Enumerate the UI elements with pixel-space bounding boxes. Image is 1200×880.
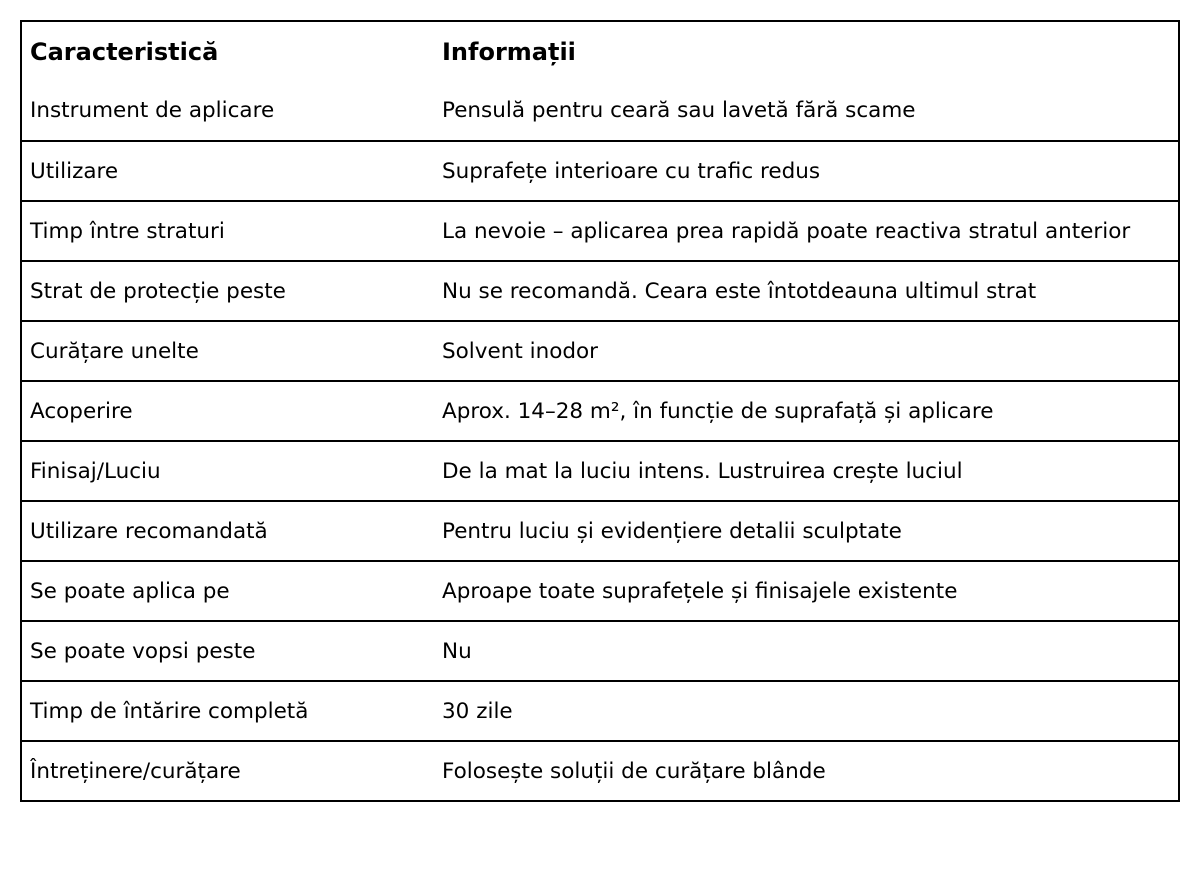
row-information: Nu <box>442 638 472 664</box>
row-characteristic: Acoperire <box>30 398 133 424</box>
table-row <box>22 140 1178 200</box>
row-characteristic: Timp între straturi <box>30 218 225 244</box>
header-characteristic: Caracteristică <box>30 37 219 66</box>
row-characteristic: Strat de protecție peste <box>30 278 286 304</box>
row-information: La nevoie – aplicarea prea rapidă poate reactiva stratul anterior <box>442 218 1131 244</box>
properties-table <box>20 20 1180 802</box>
table-row <box>22 320 1178 380</box>
table-header-row <box>22 22 1178 81</box>
table-row <box>22 620 1178 680</box>
row-information: Folosește soluții de curățare blânde <box>442 758 826 784</box>
table-row <box>22 260 1178 320</box>
row-information: Solvent inodor <box>442 338 599 364</box>
row-characteristic: Finisaj/Luciu <box>30 458 161 484</box>
row-information: Suprafețe interioare cu trafic redus <box>442 158 821 184</box>
table-row <box>22 500 1178 560</box>
row-information: Aproape toate suprafețele și finisajele existente <box>442 578 958 604</box>
table-row <box>22 560 1178 620</box>
row-information: Nu se recomandă. Ceara este întotdeauna ultimul strat <box>442 278 1037 304</box>
row-characteristic: Instrument de aplicare <box>30 98 275 123</box>
row-information: 30 zile <box>442 698 513 724</box>
row-characteristic: Se poate aplica pe <box>30 578 230 604</box>
table-row <box>22 81 1178 140</box>
row-characteristic: Timp de întărire completă <box>30 698 309 724</box>
row-information: Pensulă pentru ceară sau lavetă fără scame <box>442 98 916 123</box>
table-row <box>22 740 1178 800</box>
row-characteristic: Întreținere/curățare <box>30 758 241 784</box>
row-characteristic: Curățare unelte <box>30 338 199 364</box>
row-characteristic: Se poate vopsi peste <box>30 638 256 664</box>
row-information: De la mat la luciu intens. Lustruirea crește luciul <box>442 458 963 484</box>
table-row <box>22 200 1178 260</box>
row-characteristic: Utilizare <box>30 158 119 184</box>
row-information: Pentru luciu și evidențiere detalii sculptate <box>442 518 902 544</box>
table-row <box>22 680 1178 740</box>
table-row <box>22 380 1178 440</box>
row-information: Aprox. 14–28 m², în funcție de suprafață și aplicare <box>442 398 994 424</box>
header-information: Informații <box>442 37 576 66</box>
row-characteristic: Utilizare recomandată <box>30 518 268 544</box>
table-row <box>22 440 1178 500</box>
